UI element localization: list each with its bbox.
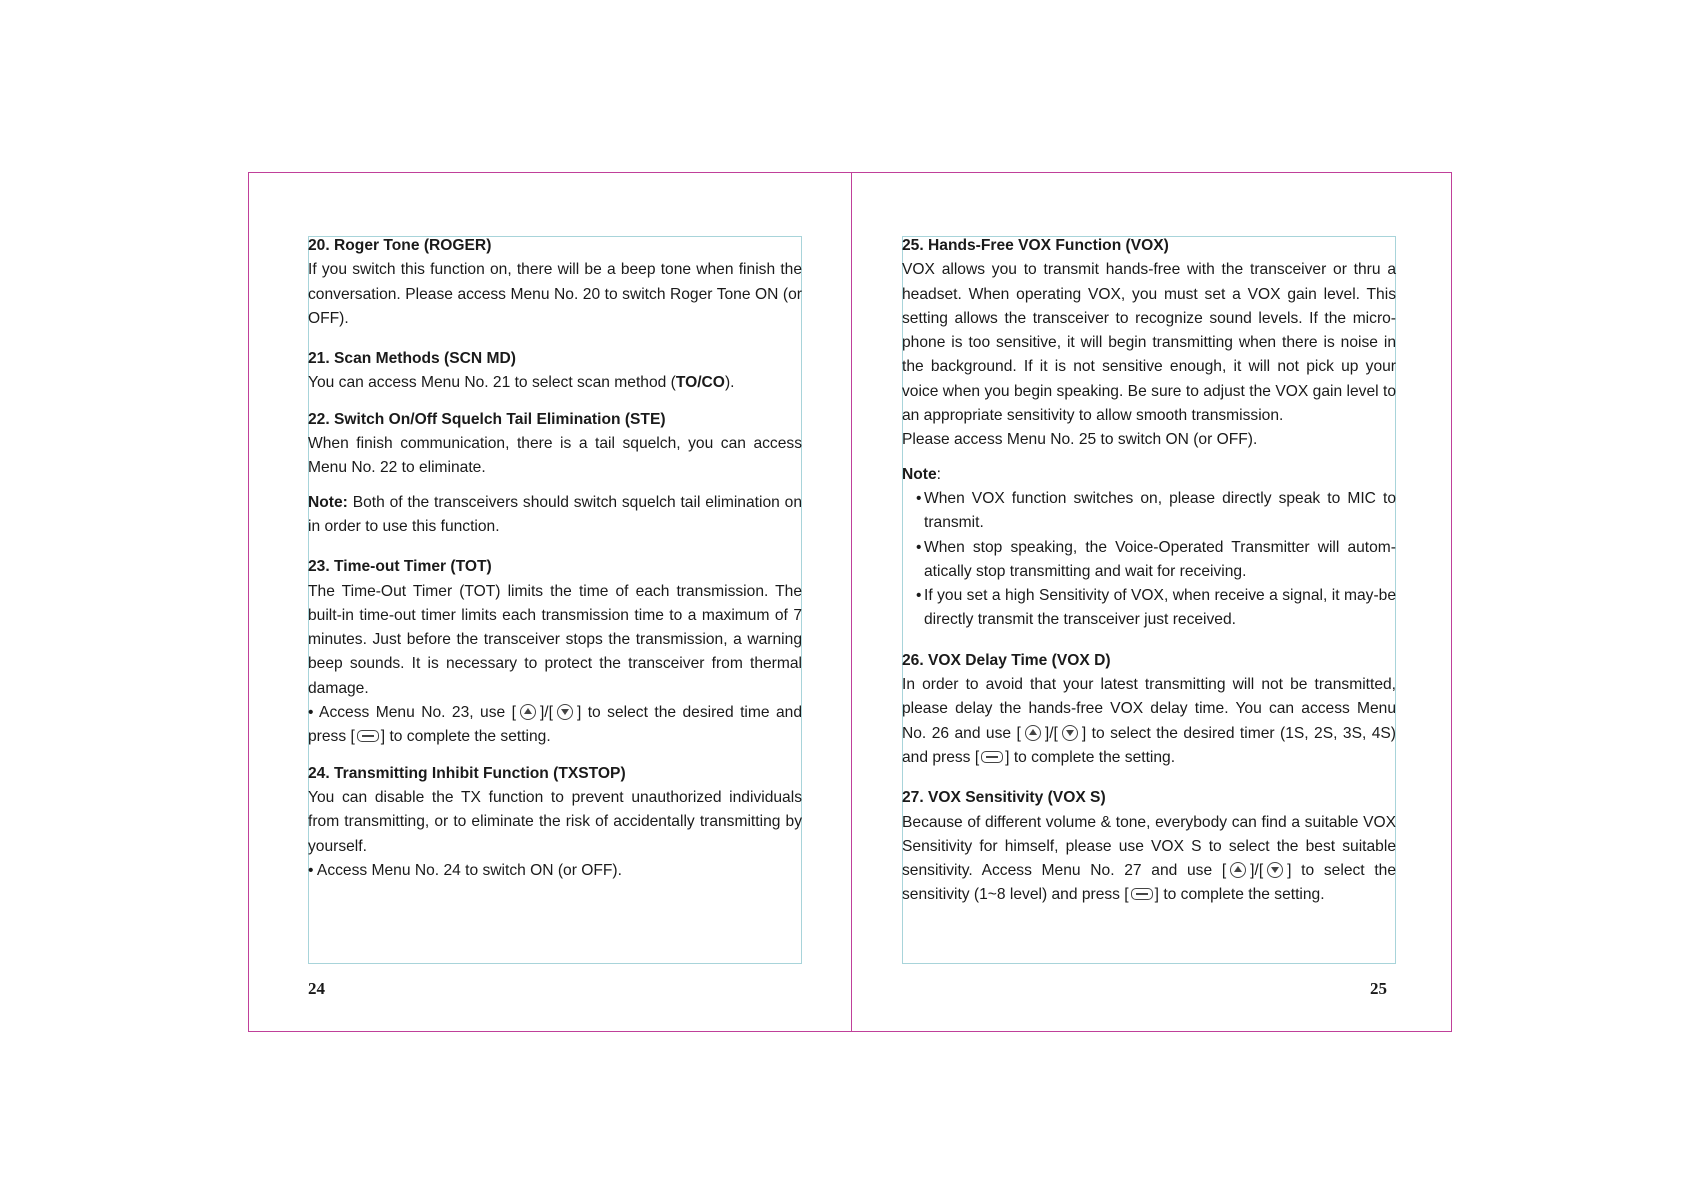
page-number-right: 25 xyxy=(1370,979,1387,998)
section-vox-delay xyxy=(902,649,1396,770)
section-body-2: Please access Menu No. 25 to switch ON (or OFF). xyxy=(902,431,1258,449)
left-page-column xyxy=(308,234,802,883)
section-heading: 27. VOX Sensitivity (VOX S) xyxy=(902,789,1106,807)
section-heading: 20. Roger Tone (ROGER) xyxy=(308,237,492,254)
note-list xyxy=(902,487,1396,633)
down-key-icon xyxy=(1267,862,1283,878)
section-body: You can access Menu No. 21 to select scan method (TO/CO). xyxy=(308,374,735,392)
up-key-icon xyxy=(1025,725,1041,741)
menu-key-icon xyxy=(357,730,379,742)
section-vox-function xyxy=(902,234,1396,633)
section-heading: 25. Hands-Free VOX Function (VOX) xyxy=(902,237,1169,254)
section-body: When finish communication, there is a tail squelch, you can access Menu No. 22 to eliminate. xyxy=(308,435,802,477)
section-body: VOX allows you to transmit hands-free with the transceiver or thru a headset. When operating VOX, you must set a VOX gain level. This setting allows the transceiver to recognize sound levels. If the micro-phone is too sensitive, it will begin transmitting when there is noise in the background. If it is not sensitive enough, it will not pick up your voice when you begin speaking. Be sure to adjust the VOX gain level to an appropriate sensitivity to allow smooth transmission. xyxy=(902,261,1396,425)
section-tx-inhibit xyxy=(308,762,802,883)
section-body: Because of different volume & tone, everybody can find a suitable VOX Sensitivity for himself, please use VOX S to select the best suitable sensitivity. Access Menu No. 27 and use [ ]/[ ] to select the sensitivity (1~8 level) and press [ ] to complete the setting. xyxy=(902,813,1396,904)
scan-method-values: TO/CO xyxy=(675,374,725,392)
note-label: Note: xyxy=(308,493,348,511)
up-key-icon xyxy=(520,704,536,720)
note-item: • If you set a high Sensitivity of VOX, when receive a signal, it may-be directly transmit the transceiver just received. xyxy=(902,584,1396,633)
section-body: The Time-Out Timer (TOT) limits the time of each transmission. The built-in time-out timer limits each transmission time to a maximum of 7 minutes. Just before the transceiver stops the transmission, a warning beep sounds. It is necessary to protect the transceiver from thermal damage. xyxy=(308,582,802,697)
section-squelch-tail xyxy=(308,408,802,539)
menu-key-icon xyxy=(1131,888,1153,900)
menu-key-icon xyxy=(981,751,1003,763)
section-body: In order to avoid that your latest transmitting will not be transmitted, please delay the hands-free VOX delay time. You can access Menu No. 26 and use [ ]/[ ] to select the desired timer (1S, 2S, 3S, 4S) and press [ ] to complete the setting. xyxy=(902,676,1397,766)
section-heading: 22. Switch On/Off Squelch Tail Elimination (STE) xyxy=(308,410,666,428)
manual-spread xyxy=(248,172,1452,1032)
section-bullet: • Access Menu No. 23, use [ ]/[ ] to select the desired time and press [ ] to complete the setting. xyxy=(308,704,802,746)
section-heading: 26. VOX Delay Time (VOX D) xyxy=(902,651,1111,669)
note-heading: Note: xyxy=(902,465,941,483)
section-heading: 24. Transmitting Inhibit Function (TXSTOP) xyxy=(308,764,626,782)
section-body: You can disable the TX function to prevent unauthorized individuals from transmitting, or to eliminate the risk of accidentally transmitting by yourself. xyxy=(308,788,802,855)
section-heading: 21. Scan Methods (SCN MD) xyxy=(308,350,516,368)
down-key-icon xyxy=(1062,725,1078,741)
section-heading: 23. Time-out Timer (TOT) xyxy=(308,558,492,576)
page-spine xyxy=(851,173,852,1031)
up-key-icon xyxy=(1230,862,1246,878)
right-page-column xyxy=(902,234,1396,908)
section-scan-methods xyxy=(308,347,802,396)
page-number-left: 24 xyxy=(308,979,325,998)
section-bullet: • Access Menu No. 24 to switch ON (or OFF). xyxy=(308,861,622,879)
section-note: Note: Both of the transceivers should switch squelch tail elimination on in order to use this function. xyxy=(308,493,802,535)
section-body: If you switch this function on, there will be a beep tone when finish the conversation. Please access Menu No. 20 to switch Roger Tone ON (or OFF). xyxy=(308,261,802,327)
section-time-out-timer xyxy=(308,555,802,749)
note-label: Note xyxy=(902,465,937,483)
note-item: • When VOX function switches on, please directly speak to MIC to transmit. xyxy=(902,487,1396,536)
section-vox-sensitivity xyxy=(902,786,1396,907)
section-roger-tone xyxy=(308,234,802,331)
note-item: • When stop speaking, the Voice-Operated Transmitter will autom-atically stop transmitting and wait for receiving. xyxy=(902,536,1396,585)
down-key-icon xyxy=(557,704,573,720)
